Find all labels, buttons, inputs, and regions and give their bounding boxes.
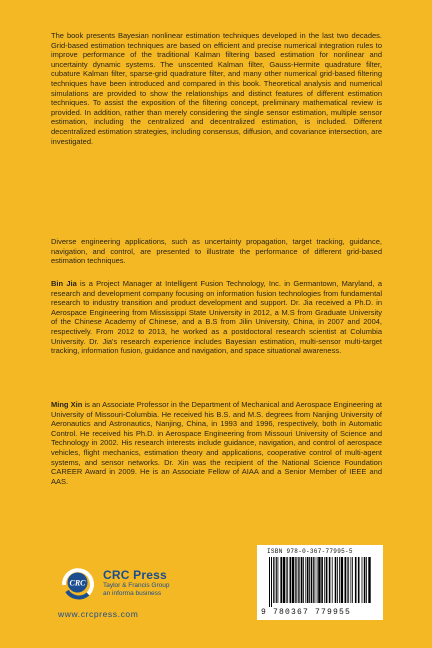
author-name: Ming Xin [51,400,83,409]
barcode-bar [368,557,370,603]
barcode-bar [275,557,276,603]
author-bio-paragraph [51,279,382,356]
book-description [51,31,382,146]
author-bio-text: is a Project Manager at Intelligent Fusion Technology, Inc. in Germantown, Maryland, a research and development company focusing on information fusion technologies from fundamental research to industry transition and product development and support. Dr. Jia received a Ph.D. in Aerospace Engineering from Mississippi State University in 2012, a M.S from Graduate University of the Chinese Academy of Chinese, and a B.S from Jilin University, China, in 2007 and 2004, respectively. From 2012 to 2013, he worked as a postdoctoral research scientist at Columbia University. Dr. Jia's research experience includes Bayesian estimation, multi-sensor multi-target tracking, information fusion, guidance and navigation, and space situational awareness. [51,279,383,356]
barcode-bar [351,557,352,603]
barcode-bars [263,557,377,607]
barcode-bar [296,557,297,603]
barcode-bar [271,557,272,607]
barcode-bar [345,557,347,603]
barcode-bar [366,557,367,603]
barcode-bar [355,557,357,603]
barcode-digits: 9 780367 779955 [261,608,352,617]
publisher-tagline: an informa business [103,589,162,597]
barcode-bar [364,557,366,603]
applications-paragraph-block [51,237,382,266]
barcode-bar [299,557,300,603]
author-bio-text: is an Associate Professor in the Department of Mechanical and Aerospace Engineering at University of Missouri-Columbia. He received his B.S. and M.S. degrees from Nanjing University of Aeronautics and Astronautics, Nanjing, China, in 1993 and 1996, respectively, both in Automatic Control. He received his Ph.D. in Aerospace Engineering from Missouri University of Science and Technology in 2002. His research interests include guidance, navigation, and control of aerospace vehicles, flight mechanics, estimation theory and applications, cooperative control of multi-agent systems, and sensor networks. Dr. Xin was the recipient of the National Science Foundation CAREER Award in 2009. He is an Associate Fellow of AIAA and a Senior Member of IEEE and AAS. [51,400,382,486]
barcode-bar [318,557,320,603]
author-name: Bin Jia [51,279,77,288]
barcode-bar [339,557,340,603]
author-bio-xin [51,400,382,486]
barcode-bar [347,557,348,603]
barcode-bar [321,557,323,603]
barcode-bar [305,557,306,603]
barcode-bar [292,557,294,603]
barcode-bar [352,557,353,603]
barcode-bar [283,557,285,603]
isbn-barcode [257,545,383,620]
publisher-name: CRC Press [103,568,167,582]
barcode-bar [298,557,299,603]
barcode-bar [329,557,331,603]
barcode-bar [269,557,270,607]
barcode-bar [301,557,303,603]
applications-paragraph: Diverse engineering applications, such as uncertainty propagation, target tracking, guidance, navigation, and control, are presented to illustrate the performance of different grid-based estimation techniques. [51,237,382,266]
barcode-bar [280,557,282,603]
publisher-text [103,569,169,597]
barcode-bar [313,557,314,603]
publisher-group: Taylor & Francis Group [103,582,170,589]
barcode-bar [326,557,328,603]
barcode-bar [335,557,337,603]
barcode-bar [287,557,288,603]
barcode-bar [290,557,292,603]
barcode-bar [324,557,325,603]
barcode-bar [307,557,309,603]
description-paragraph: The book presents Bayesian nonlinear estimation techniques developed in the last two decades. Grid-based estimation techniques are based on efficient and precise numerical integration rules to improve performance of the traditional Kalman filtering based estimation for nonlinear and uncertainty dynamic systems. The unscented Kalman filter, Gauss-Hermite quadrature filter, cubature Kalman filter, sparse-grid quadrature filter, and many other numerical grid-based filtering techniques have been introduced and compared in this book. Theoretical analysis and numerical simulations are provided to show the relationships and distinct features of different estimation techniques. To assist the exposition of the filtering concept, preliminary mathematical review is provided. In addition, rather than merely considering the single sensor estimation, multiple sensor estimation, including the centralized and decentralized estimation, is included. Different decentralized estimation strategies, including consensus, diffusion, and covariance intersection, are investigated. [51,31,382,146]
barcode-bar [315,557,316,603]
barcode-bar [286,557,287,603]
barcode-bar [337,557,338,603]
barcode-bar [273,557,274,603]
crc-logo-text: CRC [69,578,86,588]
barcode-bar [348,557,349,603]
barcode-bar [303,557,304,603]
author-bio-paragraph [51,400,382,486]
barcode-bar [358,557,360,603]
barcode-bar [276,557,277,603]
barcode-bar [278,557,279,603]
isbn-label: ISBN 978-0-367-77995-5 [267,548,353,555]
barcode-bar [317,557,318,603]
barcode-bar [341,557,343,603]
barcode-bar [309,557,310,603]
publisher-block [58,563,218,623]
barcode-bar [362,557,363,603]
crc-press-logo [58,563,97,602]
barcode-bar [311,557,313,603]
publisher-url[interactable]: www.crcpress.com [58,609,139,619]
author-bio-jia [51,279,382,356]
barcode-bar [332,557,333,603]
barcode-bar [295,557,296,603]
